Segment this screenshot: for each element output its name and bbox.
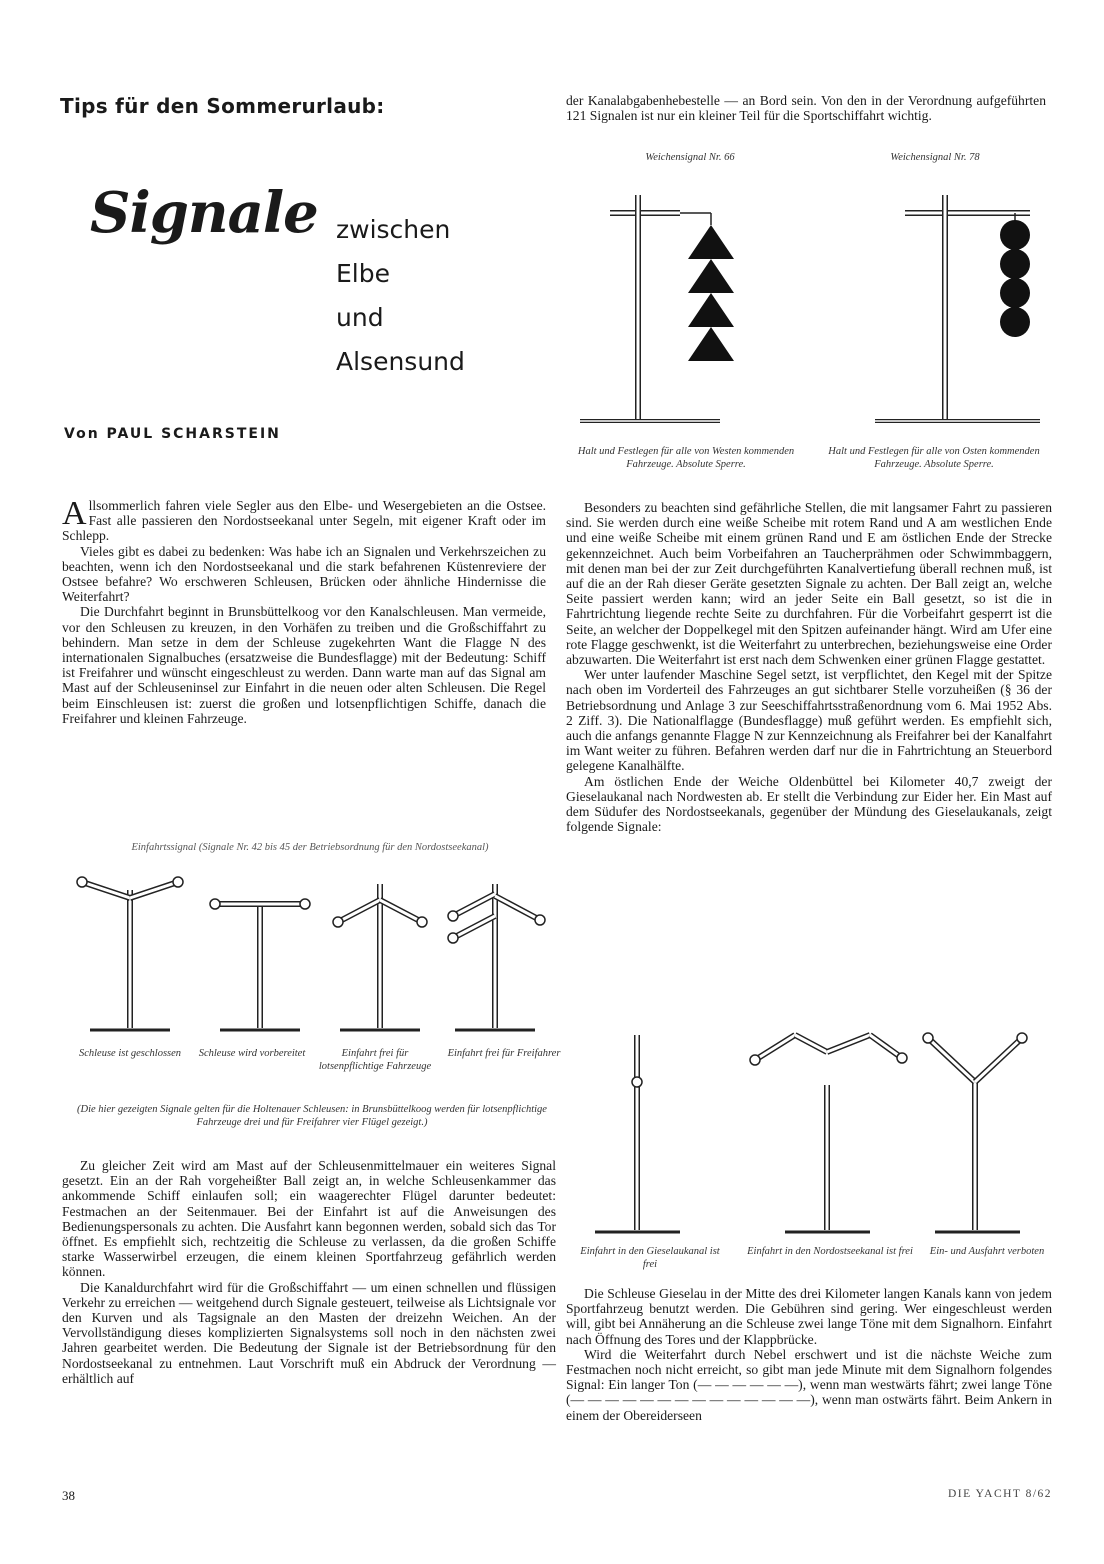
paragraph-intro [62,495,546,544]
right-lower [566,1286,1052,1423]
entrance-signal-figure [60,870,560,1050]
figure-caption-3: Einfahrt frei für lotsenpflichtige Fahrzeuge [318,1048,432,1072]
title-word-elbe: Elbe [336,259,390,288]
triangle-shape [688,293,734,327]
ball-shape [1000,220,1030,250]
switch-signal-label-66: Weichensignal Nr. 66 [645,152,735,163]
gieselau-caption-3: Ein- und Ausfahrt verboten [929,1246,1045,1257]
paragraph: der Kanalabgabenhebestelle — an Bord sein. Von den in der Verordnung aufgeführten 121 Signalen ist nur ein kleiner Teil für die Sportschiffahrt wichtig. [566,93,1046,124]
gieselau-caption-2: Einfahrt in den Nordostseekanal ist frei [747,1246,913,1257]
signal-entry-pilot [333,884,427,1030]
triangle-shape [688,225,734,259]
triangle-shape [688,327,734,361]
paragraph: Am östlichen Ende der Weiche Oldenbüttel bei Kilometer 40,7 zweigt der Gieselaukanal nach Nordwesten ab. Er stellt die Verbindung zur Eider her. Ein Mast auf dem Südufer des Nordostseekanals, gegenüber der Mündung des Gieselaukanals, zeigt folgende Signale: [566,773,1052,835]
figure-title: Einfahrtssignal (Signale Nr. 42 bis 45 der Betriebsordnung für den Nordostseekanal) [131,842,489,853]
right-top [566,93,1046,123]
paragraph: Die Kanaldurchfahrt wird für die Großschiffahrt — um einen schnellen und flüssigen Verkehr zu erreichen — weitgehend durch Signale gesteuert, teilweise als Lichtsignale vor den Kurven und als Tagsignale an den Masten der dreizehn Weichen. An der Vervollständigung dieses komplizierten Signalsystems soll noch in den nächsten zwei Jahren gearbeitet werden. Die Bedeutung der Signale ist der Betriebsordnung für den Nordostseekanal zu entnehmen. Laut Vorschrift muß ein Abdruck der Verordnung — erhältlich auf [62,1279,556,1386]
figure-caption-1: Schleuse ist geschlossen [78,1048,182,1059]
page-number: 38 [62,1488,75,1503]
ball-shape [1000,249,1030,279]
switch-signal-label-78: Weichensignal Nr. 78 [890,152,980,163]
title-word-und: und [336,303,384,332]
title-rest [336,208,465,384]
switch-caption-78: Halt und Festlegen für alle von Osten kommenden Fahrzeuge. Absolute Sperre. [828,446,1040,470]
paragraph: Vieles gibt es dabei zu bedenken: Was habe ich an Signalen und Verkehrszeichen zu beachten, wenn ich den Nordostseekanal und die stark befahrenen Küstenreviere der Ostsee befahre? Wo erschweren Schleusen, Brücken oder ähnliche Hindernisse die Weiterfahrt? [62,543,546,605]
byline: Von PAUL SCHARSTEIN [64,426,281,442]
ball-shape [1000,278,1030,308]
switch-signal-66 [580,195,734,421]
gieselau-caption-1: Einfahrt in den Gieselaukanal ist frei [580,1246,720,1270]
left-lower [62,1158,556,1386]
triangle-shape [688,259,734,293]
paragraph: Wird die Weiterfahrt durch Nebel erschwert und ist die nächste Weiche zum Festmachen noch nicht erreicht, so gibt man jede Minute mit dem Signalhorn folgendes Signal: Ein langer Ton (— — — — — —), wenn man westwärts fährt; zwei lange Töne (— — — — — — — — — — — — — —), wenn man ostwärts fährt. Beim Ankern in einem der Obereiderseen [566,1346,1052,1423]
signal-gieselau-free [595,1035,680,1232]
paragraph: Die Durchfahrt beginnt in Brunsbüttelkoog vor den Kanalschleusen. Man vermeide, vor den Schleusen zu kreuzen, in den Vorhäfen zu treiben und die Großschiffahrt zu behindern. Man setze in dem der Schleuse zugekehrten Want die Flagge N des internationalen Signalbuches (ersatzweise die Bundesflagge) mit der Bedeutung: Schiff ist Freifahrer und wünscht eingeschleust zu werden. Dann warte man auf das Signal am Mast auf der Schleuseninsel zur Einfahrt in die neuen oder alten Schleusen. Die Regel beim Einschleusen ist: zuerst die großen und lotsenpflichtigen Schiffe, danach die Freifahrer und kleinen Fahrzeuge. [62,604,546,726]
signal-entry-exit-forbidden [923,1033,1027,1232]
signal-entry-free [448,884,545,1030]
left-intro [62,495,546,726]
switch-caption-66: Halt und Festlegen für alle von Westen kommenden Fahrzeuge. Absolute Sperre. [577,446,795,470]
signal-nok-free [750,1035,907,1232]
drop-cap: A [62,495,87,532]
signal-lock-closed [77,877,183,1030]
switch-signal-78 [875,195,1040,421]
paragraph: Die Schleuse Gieselau in der Mitte des drei Kilometer langen Kanals kann von jedem Sportfahrzeug benutzt werden. Die Gebühren sind gering. Wer eingeschleust werden will, gibt bei Annäherung an die Schleuse zwei lange Töne mit dem Signalhorn. Einfahrt nach Öffnung des Tores und der Klappbrücke. [566,1286,1052,1347]
paragraph: Zu gleicher Zeit wird am Mast auf der Schleusenmittelmauer ein weiteres Signal gesetzt. Ein an der Rah vorgeheißter Ball zeigt an, in welche Schleusenkammer das ankommende Schiff einlaufen soll; ein waagerechter Flügel darunter bedeutet: Festmachen an der Seitenmauer. Bei der Einfahrt ist auf die Anweisungen des Bedienungspersonals zu achten. Die Ausfahrt kann begonnen werden, sobald sich das Tor öffnet. Es empfiehlt sich, rechtzeitig die Schleuse zu verlassen, da die großen Schiffe starke Wasserwirbel erzeugen, die einem kleinen Sportfahrzeug gefährlich werden können. [62,1158,556,1280]
title-word-zwischen: zwischen [336,215,451,244]
title-main: Signale [90,180,318,246]
paragraph-intro-text: llsommerlich fahren viele Segler aus den Elbe- und Wesergebieten an die Ostsee. Fast alle passieren den Nordostseekanal unter Segeln, mit eigener Kraft oder im Schlepp. [62,498,546,544]
paragraph: Wer unter laufender Maschine Segel setzt, ist verpflichtet, den Kegel mit der Spitze nach oben im Vorderteil des Fahrzeuges an gut sichtbarer Stelle vorzuheißen (§ 36 der Betriebsordnung und Anlage 3 zur Seeschiffahrtsstraßenordnung vom 6. Mai 1952 Abs. 2 Ziff. 3). Die Nationalflagge (Bundesflagge) muß geführt werden. Es empfiehlt sich, auch die anfangs genannte Flagge N zur Kennzeichnung als Freifahrer bei der Kanalfahrt im Want weiter zu führen. Befahren werden darf nur die in Fahrtrichtung an Steuerbord gelegene Kanalhälfte. [566,667,1052,774]
switch-signal-figure [570,185,1050,435]
kicker: Tips für den Sommerurlaub: [60,94,385,118]
figure-note: (Die hier gezeigten Signale gelten für die Holtenauer Schleusen: in Brunsbüttelkoog werden für lotsenpflichtige Fahrzeuge drei und für Freifahrer vier Flügel gezeigt.) [77,1104,547,1128]
right-middle [566,500,1052,834]
figure-caption-2: Schleuse wird vorbereitet [198,1048,306,1059]
signal-lock-preparing [210,899,310,1030]
issue-label: DIE YACHT 8/62 [948,1488,1053,1500]
gieselau-signal-figure [580,1030,1050,1245]
title-word-alsensund: Alsensund [336,347,465,376]
paragraph: Besonders zu beachten sind gefährliche Stellen, die mit langsamer Fahrt zu passieren sind. Sie werden durch eine weiße Scheibe mit rotem Rand und A am westlichen Ende und eine weiße Scheibe mit einem grünen Rand und E am östlichen Ende der Strecke gekennzeichnet. Auch beim Vorbeifahren an Taucherprähmen oder Schwimmbaggern, mit denen man bei der zur Zeit durchgeführten Kanalvertiefung überall rechnen muß, ist auf die an der Rah dieser Geräte gesetzten Signale zu achten. Der Ball zeigt an, welche Seite passiert werden kann; wird an jeder Seite ein Ball gesetzt, so ist die in Fahrtrichtung liegende rechte Seite zu durchfahren. Für die Vorbeifahrt gesperrt ist die Seite, an welcher der Doppelkegel mit den Spitzen aufeinander hängt. Wird am Ufer eine rote Flagge geschwenkt, ist die Weiterfahrt zu unterbrechen, beziehungsweise eine Order abzuwarten. Die Weiterfahrt ist erst nach dem Schwenken einer grünen Flagge gestattet. [566,500,1052,668]
ball-shape [1000,307,1030,337]
figure-caption-4: Einfahrt frei für Freifahrer [447,1048,561,1059]
